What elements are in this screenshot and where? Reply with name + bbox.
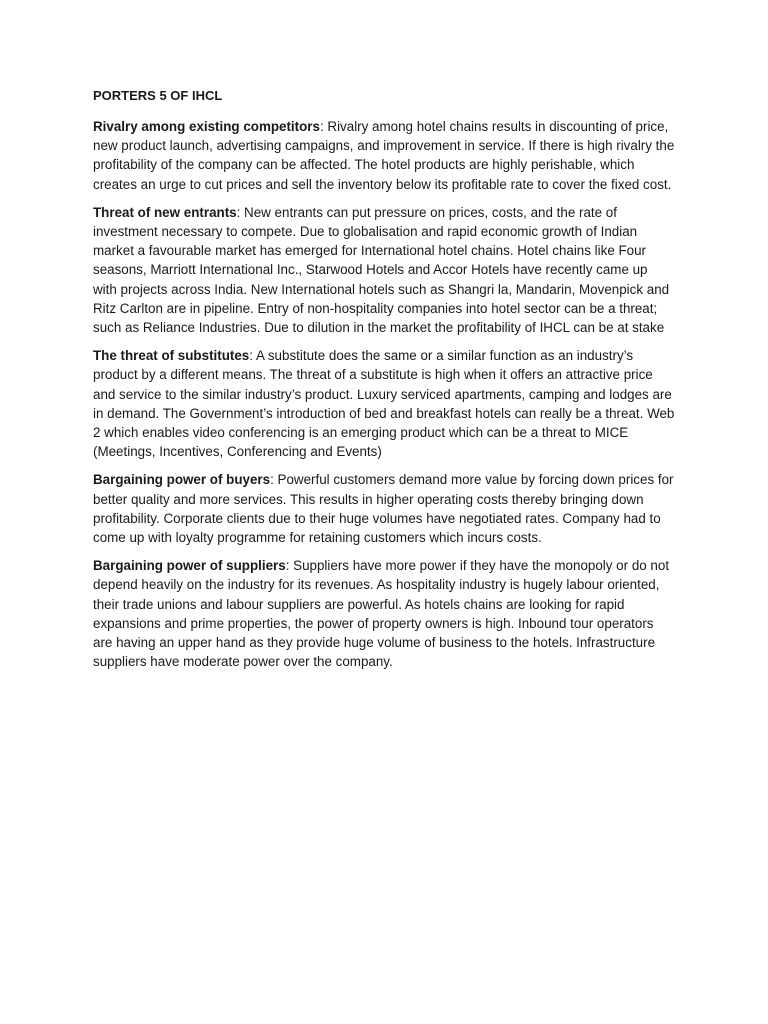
- section-suppliers: [93, 556, 675, 671]
- document-page: [93, 86, 675, 680]
- section-heading: The threat of substitutes: [93, 348, 250, 364]
- section-heading: Threat of new entrants: [93, 204, 237, 220]
- section-heading: Bargaining power of buyers: [93, 472, 271, 488]
- section-body: : Rivalry among hotel chains results in discounting of price, new product launch, advertising campaigns, and improvement in service. If there is high rivalry the profitability of the company can be affected. The hotel products are highly perishable, which creates an urge to cut prices and sell the inventory below its profitable rate to cover the fixed cost.: [93, 119, 675, 192]
- section-body: : A substitute does the same or a similar function as an industry’s product by a different means. The threat of a substitute is high when it offers an attractive price and service to the similar industry’s product. Luxury serviced apartments, camping and lodges are in demand. The Government’s introduction of bed and breakfast hotels can really be a threat. Web 2 which enables video conferencing is an emerging product which can be a threat to MICE (Meetings, Incentives, Conferencing and Events): [93, 348, 675, 460]
- section-new-entrants: [93, 203, 675, 337]
- section-buyers: [93, 470, 675, 547]
- section-heading: Rivalry among existing competitors: [93, 119, 320, 134]
- section-substitutes: [93, 346, 675, 461]
- section-body: : Suppliers have more power if they have the monopoly or do not depend heavily on the industry for its revenues. As hospitality industry is hugely labour oriented, their trade unions and labour suppliers are powerful. As hotels chains are looking for rapid expansions and prime properties, the power of property owners is high. Inbound tour operators are having an upper hand as they provide huge volume of business to the hotels. Infrastructure suppliers have moderate power over the company.: [93, 558, 670, 670]
- document-title: PORTERS 5 OF IHCL: [93, 88, 223, 103]
- section-heading: Bargaining power of suppliers: [93, 558, 286, 574]
- section-body: : New entrants can put pressure on prices, costs, and the rate of investment necessary to compete. Due to globalisation and rapid economic growth of Indian market a favourable market has emerged for International hotel chains. Hotel chains like Four seasons, Marriott International Inc., Starwood Hotels and Accor Hotels have recently came up with projects across India. New International hotels such as Shangri la, Mandarin, Movenpick and Ritz Carlton are in pipeline. Entry of non-hospitality companies into hotel sector can be a threat; such as Reliance Industries. Due to dilution in the market the profitability of IHCL can be at stake: [93, 204, 670, 336]
- section-rivalry: [93, 117, 675, 194]
- section-body: : Powerful customers demand more value by forcing down prices for better quality and more services. This results in higher operating costs thereby bringing down profitability. Corporate clients due to their huge volumes have negotiated rates. Company had to come up with loyalty programme for retaining customers which incurs costs.: [93, 472, 674, 546]
